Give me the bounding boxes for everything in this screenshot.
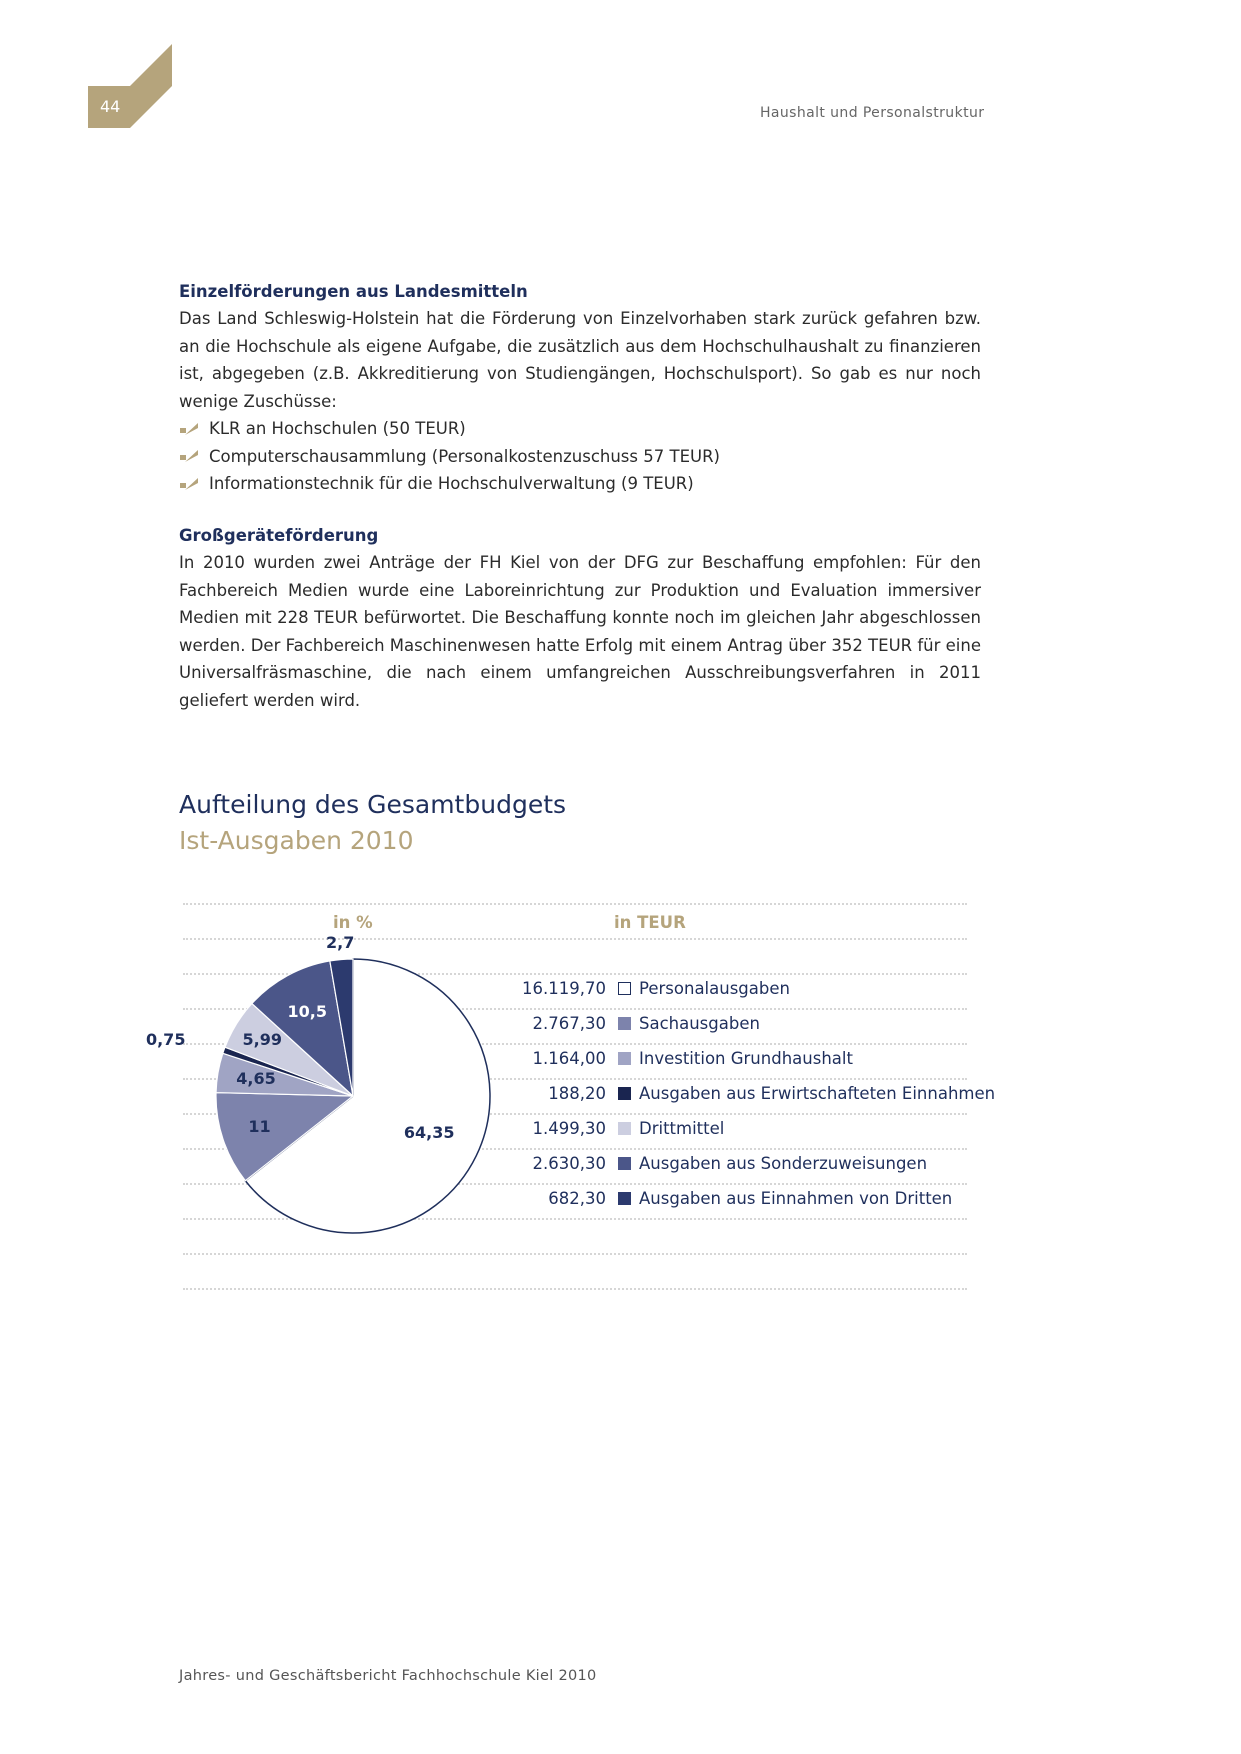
legend-swatch (618, 1017, 631, 1030)
legend-label: Ausgaben aus Einnahmen von Dritten (639, 1188, 953, 1208)
checkmark-icon (179, 477, 199, 491)
legend-row (470, 1081, 995, 1105)
pie-slice-label: 10,5 (287, 1001, 328, 1021)
pie-slice-label: 64,35 (403, 1123, 455, 1143)
legend-row (470, 1151, 927, 1175)
legend-value: 1.499,30 (532, 1118, 606, 1138)
legend-row (470, 1011, 760, 1035)
legend-swatch (618, 1192, 631, 1205)
legend-row (470, 1116, 724, 1140)
checkmark-icon (179, 449, 199, 463)
column-header-teur: in TEUR (614, 913, 686, 932)
list-item-text: Informationstechnik für die Hochschulverwaltung (9 TEUR) (209, 474, 694, 493)
pie-chart (170, 935, 510, 1255)
pie-slice-label: 2,7 (325, 933, 355, 953)
list-item (179, 415, 981, 443)
legend-value: 1.164,00 (532, 1048, 606, 1068)
list-item-text: KLR an Hochschulen (50 TEUR) (209, 419, 466, 438)
section-heading: Großgeräteförderung (179, 526, 379, 545)
page-number: 44 (100, 97, 121, 116)
bullet-list (179, 415, 981, 498)
body-paragraph: In 2010 wurden zwei Anträge der FH Kiel von der DFG zur Beschaffung empfohlen: Für den Fachbereich Medien wurde eine Laboreinrichtung zur Produktion und Evaluation immersiver Medien mit 228 TEUR befürwortet. Die Beschaffung konnte noch im gleichen Jahr abgeschlossen werden. Der Fachbereich Maschinenwesen hatte Erfolg mit einem Antrag über 352 TEUR für eine Universalfräsmaschine, die nach einem umfangreichen Ausschreibungsverfahren in 2011 geliefert werden wird. (179, 553, 981, 710)
list-item (179, 443, 981, 471)
chart-title: Aufteilung des Gesamtbudgets (179, 790, 567, 819)
legend-label: Ausgaben aus Sonderzuweisungen (639, 1153, 928, 1173)
legend-swatch (618, 1052, 631, 1065)
legend-swatch (618, 1122, 631, 1135)
section-grossgeraetefoerderung (179, 526, 981, 714)
legend-label: Personalausgaben (639, 978, 790, 998)
legend-swatch (618, 1157, 631, 1170)
legend-value: 188,20 (548, 1083, 606, 1103)
legend-row (470, 976, 790, 1000)
legend-swatch (618, 1087, 631, 1100)
legend-label: Drittmittel (639, 1118, 725, 1138)
pie-slice-label: 5,99 (242, 1029, 283, 1049)
legend-value: 682,30 (548, 1188, 606, 1208)
body-paragraph: Das Land Schleswig-Holstein hat die Förderung von Einzelvorhaben stark zurück gefahren bzw. an die Hochschule als eigene Aufgabe, die zusätzlich aus dem Hochschulhaushalt zu finanzieren ist, abgegeben (z.B. Akkreditierung von Studiengängen, Hochschulsport). So gab es nur noch wenige Zuschüsse: (179, 309, 981, 411)
section-einzelfoerderungen (179, 282, 981, 498)
running-head: Haushalt und Personalstruktur (760, 105, 985, 121)
divider (183, 1288, 967, 1290)
section-heading: Einzelförderungen aus Landesmitteln (179, 282, 528, 301)
legend-label: Sachausgaben (639, 1013, 760, 1033)
pie-slice-label: 11 (248, 1117, 271, 1137)
legend-row (470, 1046, 853, 1070)
column-header-percent: in % (333, 913, 373, 932)
pie-slice-label: 0,75 (145, 1030, 186, 1050)
legend-value: 2.630,30 (532, 1153, 606, 1173)
footer-text: Jahres- und Geschäftsbericht Fachhochschule Kiel 2010 (179, 1668, 597, 1684)
legend-row (470, 1186, 952, 1210)
legend-value: 16.119,70 (522, 978, 606, 998)
list-item-text: Computerschausammlung (Personalkostenzuschuss 57 TEUR) (209, 446, 720, 466)
pie-slice-label: 4,65 (236, 1069, 276, 1089)
legend-label: Investition Grundhaushalt (639, 1048, 853, 1068)
legend-swatch (618, 982, 631, 995)
legend-label: Ausgaben aus Erwirtschafteten Einnahmen (639, 1083, 996, 1103)
checkmark-icon (179, 422, 199, 436)
chart-subtitle: Ist-Ausgaben 2010 (179, 826, 414, 855)
legend-value: 2.767,30 (532, 1013, 606, 1033)
divider (183, 903, 967, 905)
list-item (179, 470, 981, 498)
